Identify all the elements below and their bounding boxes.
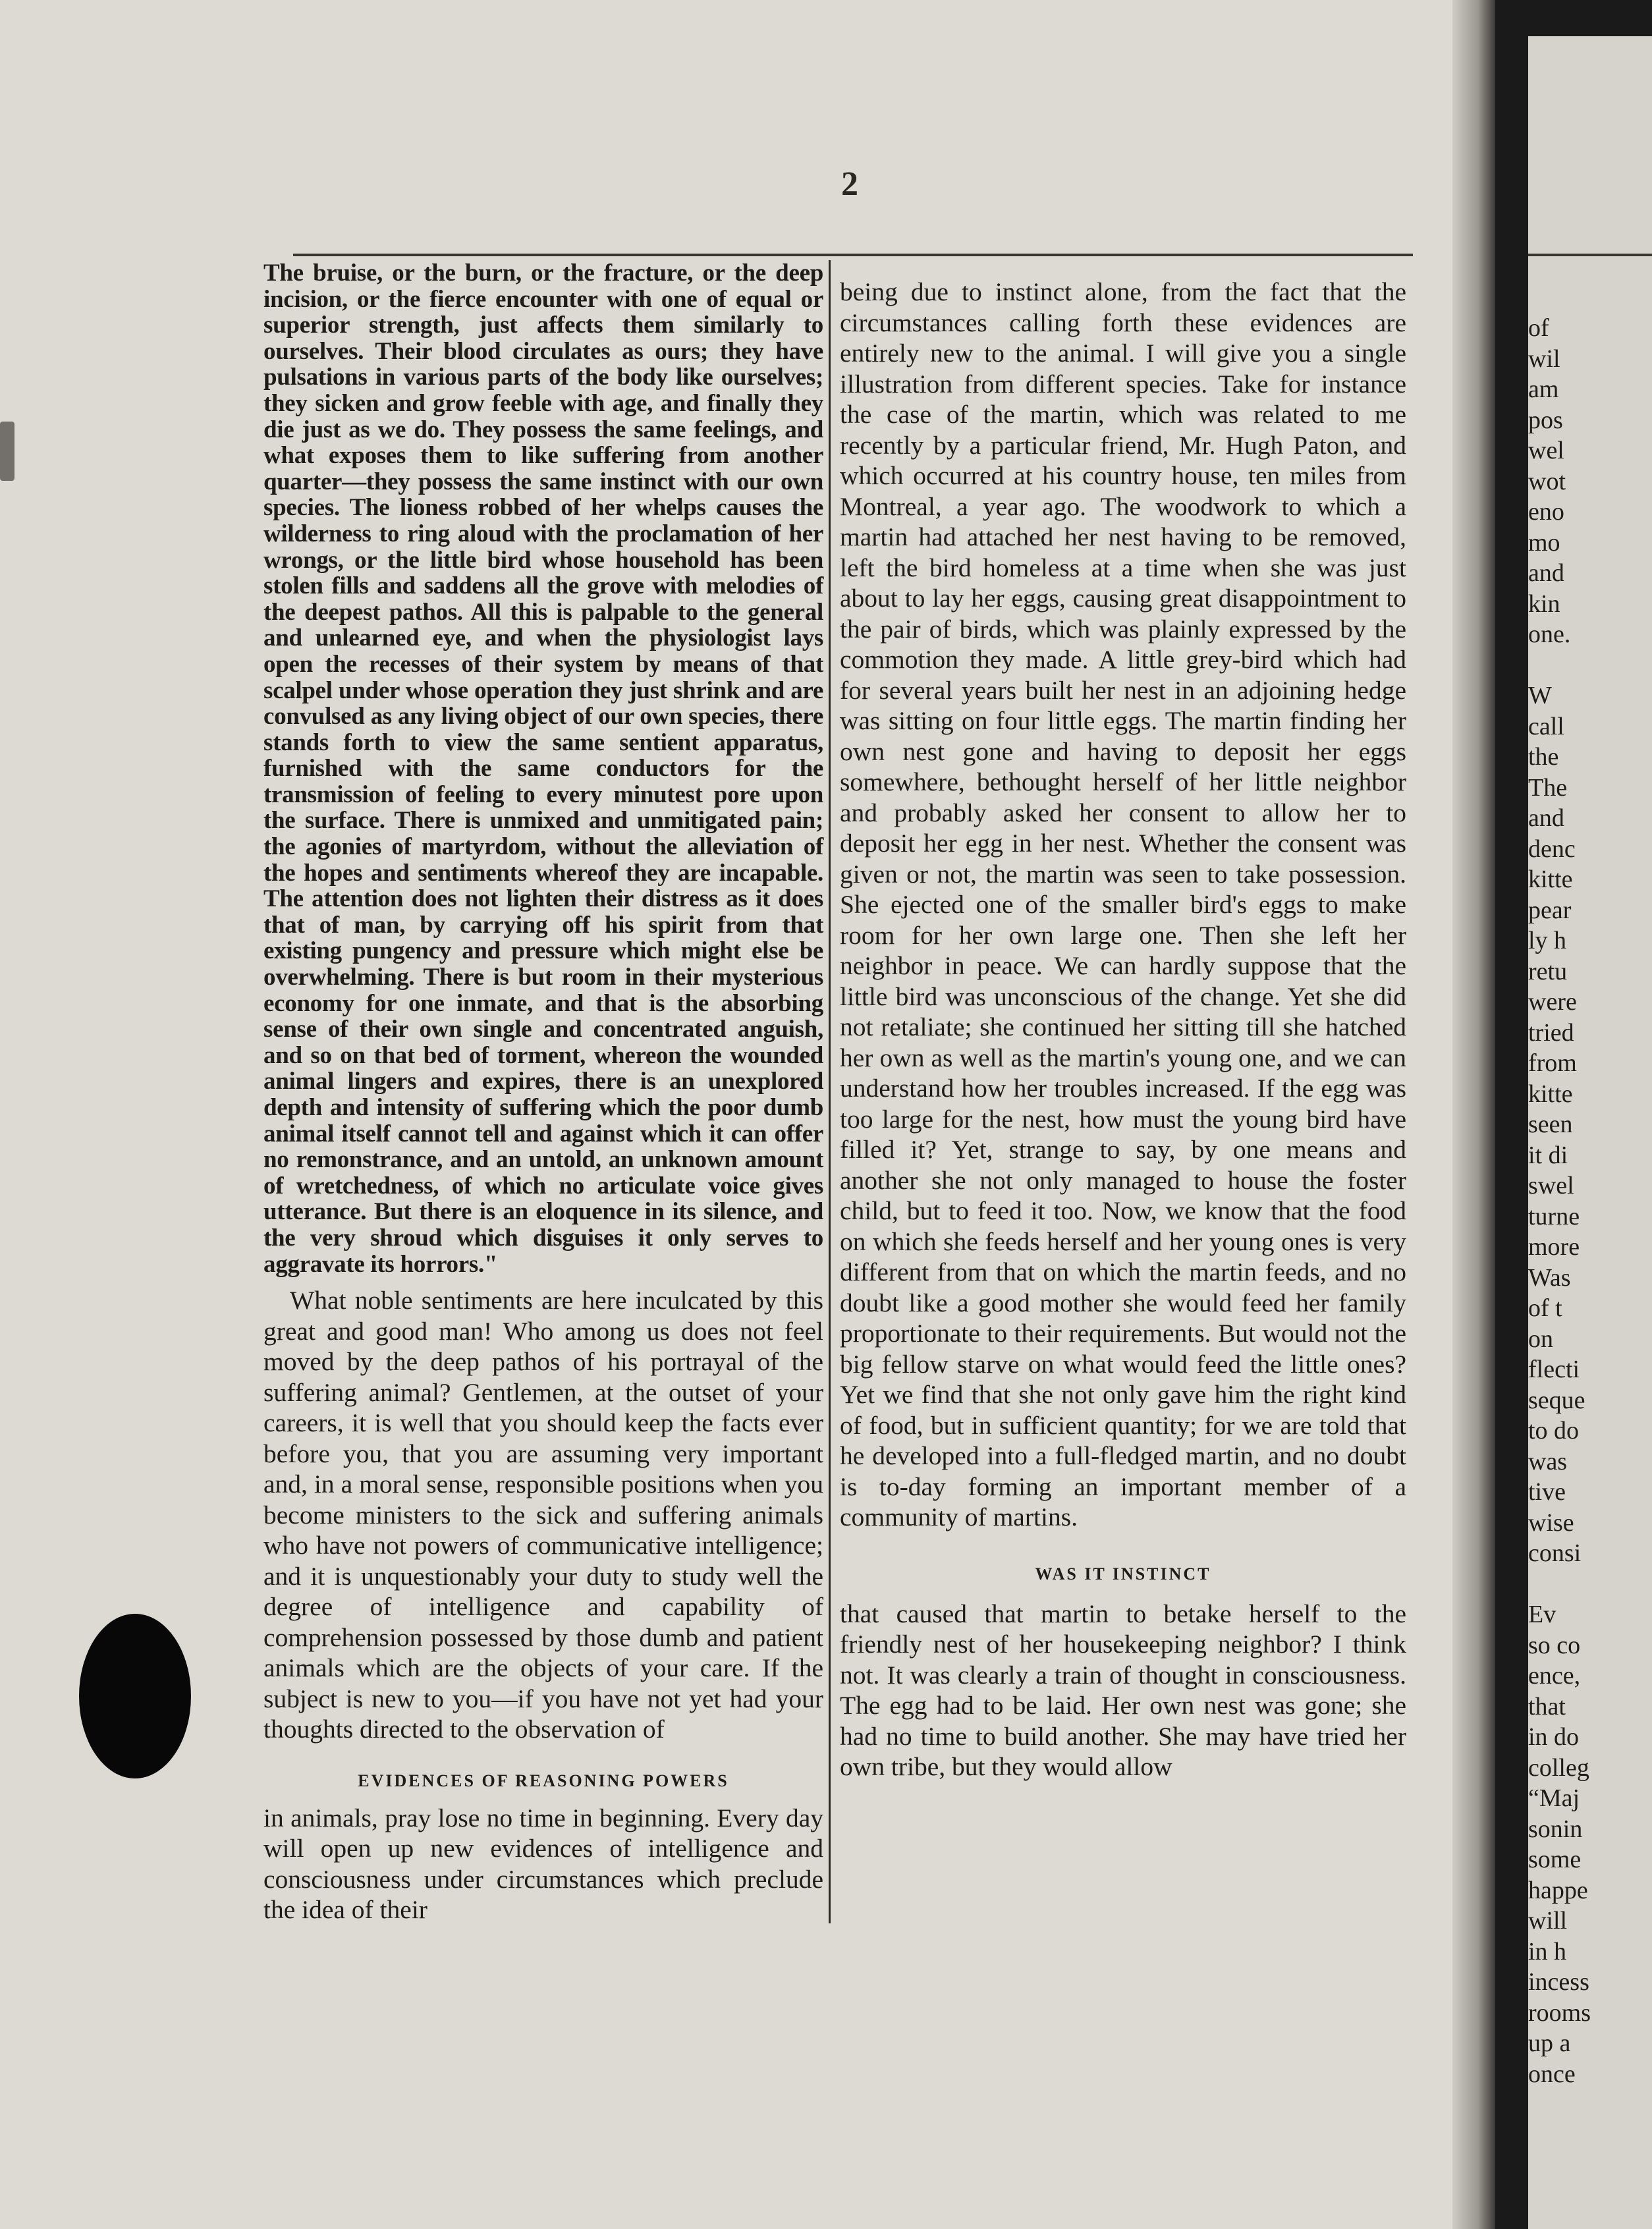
adjacent-line-fragment: tried <box>1528 1018 1574 1047</box>
adjacent-line-fragment: kitte <box>1528 866 1573 893</box>
adjacent-line-fragment: call <box>1528 712 1564 740</box>
adjacent-line-fragment: retu <box>1528 957 1568 985</box>
adjacent-line-fragment: was <box>1528 1447 1568 1475</box>
adjacent-line-fragment: up a <box>1528 2029 1571 2057</box>
adjacent-line-fragment: to do <box>1528 1417 1580 1445</box>
adjacent-line-fragment: seen <box>1528 1111 1573 1138</box>
page-gutter-shadow <box>1452 0 1495 2229</box>
adjacent-line-fragment: wot <box>1528 467 1566 495</box>
adjacent-line-fragment: wise <box>1528 1508 1574 1537</box>
quoted-passage: The bruise, or the burn, or the fracture, or the deep incision, or the fierce encounter with one of equal or superior strength, just affects them similarly to ourselves. Their blood circulates as ours; they have pulsations in various parts of the body like ourselves; they sicken and grow feeble with age, and finally they die just as we do. They possess the same feelings, and what exposes them to like suffering from another quarter—they possess the same instinct with our own species. The lioness robbed of her whelps causes the wilderness to ring aloud with the proclamation of her wrongs, or the little bird whose household has been stolen fills and saddens all the grove with melodies of the deepest pathos. All this is palpable to the general and unlearned eye, and when the physiologist lays open the recesses of their system by means of that scalpel under whose operation they just shrink and are convulsed as any living object of our own species, there stands forth to view the same sentient apparatus, furnished with the same conductors for the transmission of feeling to every minutest pore upon the surface. There is unmixed and unmitigated pain; the agonies of martyrdom, without the alleviation of the hopes and sentiments whereof they are incapable. The attention does not lighten their distress as it does that of man, by carrying off his spirit from that existing pungency and pressure which might else be overwhelming. There is but room in their mysterious economy for one inmate, and that is the absorbing sense of their own single and concentrated anguish, and so on that bed of torment, whereon the wounded animal lingers and expires, there is an unexplored depth and intensity of suffering which the poor dumb animal itself cannot tell and against which it can offer no remonstrance, and an untold, an unknown amount of wretchedness, of which no articulate voice gives utterance. But there is an eloquence in its silence, and the very shroud which disguises it only serves to aggravate its horrors." <box>263 260 823 1278</box>
adjacent-header-rule <box>1528 254 1652 256</box>
adjacent-line-fragment: “Maj <box>1528 1784 1580 1812</box>
adjacent-line-fragment: Was <box>1528 1263 1571 1292</box>
adjacent-line-fragment: on <box>1528 1325 1553 1353</box>
header-rule <box>293 254 1413 256</box>
paragraph-continuation: in animals, pray lose no time in beginning. Every day will open up new evidences of intelligence and consciousness under circumstances which preclude the idea of their <box>263 1803 823 1925</box>
adjacent-line-fragment: from <box>1528 1049 1577 1077</box>
edge-mark <box>0 422 14 481</box>
adjacent-page-text <box>1528 313 1652 2089</box>
adjacent-line-fragment: and <box>1528 804 1564 832</box>
adjacent-line-fragment: incess <box>1528 1968 1589 1996</box>
adjacent-line-fragment: kin <box>1528 590 1560 618</box>
adjacent-line-fragment: of t <box>1528 1294 1562 1322</box>
paragraph-continuation: that caused that martin to betake herself to the friendly nest of her housekeeping neighbor? I think not. It was clearly a train of thought in consciousness. The egg had to be laid. Her own nest was gone; she had no time to build another. She may have tried her own tribe, but they would allow <box>840 1599 1406 1781</box>
adjacent-line-fragment: once <box>1528 2060 1576 2088</box>
adjacent-line-fragment: happe <box>1528 1876 1588 1904</box>
adjacent-line-fragment: one. <box>1528 620 1571 648</box>
adjacent-line-fragment: denc <box>1528 835 1576 863</box>
adjacent-line-fragment: turne <box>1528 1202 1580 1230</box>
adjacent-line-fragment: so co <box>1528 1631 1581 1659</box>
adjacent-line-fragment: tive <box>1528 1478 1566 1506</box>
adjacent-line-fragment: W <box>1528 682 1552 709</box>
adjacent-line-fragment: kitte <box>1528 1080 1573 1108</box>
adjacent-line-fragment: consi <box>1528 1539 1582 1567</box>
section-subheading: WAS IT INSTINCT <box>1035 1564 1211 1583</box>
adjacent-line-fragment: The <box>1528 773 1568 802</box>
adjacent-line-fragment: in do <box>1528 1723 1580 1751</box>
adjacent-line-fragment: ence, <box>1528 1662 1581 1690</box>
ink-blot <box>79 1614 191 1778</box>
adjacent-line-fragment <box>1528 1569 1652 1600</box>
adjacent-line-fragment: it di <box>1528 1141 1568 1169</box>
adjacent-line-fragment: ly h <box>1528 927 1567 954</box>
adjacent-page <box>1528 36 1652 2229</box>
paragraph: being due to instinct alone, from the fact that the circumstances calling forth these evidences are entirely new to the animal. I will give you a single illustration from different species. Take for instance the case of the martin, which was related to me recently by a particular friend, Mr. Hugh Paton, and which occurred at his country house, ten miles from Montreal, a year ago. The woodwork to which a martin had attached her nest having to be removed, left the bird homeless at a time when she was just about to lay her eggs, causing great disappointment to the pair of birds, which was plainly expressed by the commotion they made. A little grey-bird which had for several years built her nest in an adjoining hedge was sitting on four little eggs. The martin finding her own nest gone and having to deposit her eggs somewhere, bethought herself of her little neighbor and probably asked her consent to allow her to deposit her egg in her nest. Whether the consent was given or not, the martin was seen to take possession. She ejected one of the smaller bird's eggs to make room for her own large one. Then she left her neighbor in peace. We can hardly suppose that the little bird was unconscious of the change. Yet she did not retaliate; she continued her sitting till she hatched her own as well as the martin's young one, and we can understand how her troubles increased. If the egg was too large for the nest, how must the young bird have filled it? Yet, strange to say, by one means and another she not only managed to house the foster child, but to feed it too. Now, we know that the food on which she feeds herself and her young ones is very different from that on which the martin feeds, and no doubt like a good mother she would feed her family proportionate to their requirements. But would not the big fellow starve on what would feed the little ones? Yet we find that she not only gave him the right kind of food, but in sufficient quantity; for we are told that he developed into a full-fledged martin, and no doubt is to-day forming an important member of a community of martins. <box>840 277 1406 1531</box>
adjacent-line-fragment: were <box>1528 988 1577 1016</box>
adjacent-line-fragment: more <box>1528 1233 1580 1261</box>
adjacent-line-fragment: flecti <box>1528 1356 1580 1383</box>
section-subheading: EVIDENCES OF REASONING POWERS <box>358 1771 729 1790</box>
adjacent-line-fragment: colleg <box>1528 1753 1589 1782</box>
adjacent-line-fragment: some <box>1528 1846 1582 1873</box>
adjacent-line-fragment: rooms <box>1528 1998 1591 2027</box>
adjacent-line-fragment: pos <box>1528 406 1563 434</box>
paragraph: What noble sentiments are here inculcated by this great and good man! Who among us does not feel moved by the deep pathos of his portrayal of the suffering animal? Gentlemen, at the outset of your careers, it is well that you should keep the facts ever before you, that you are assuming very important and, in a moral sense, responsible positions when you become ministers to the sick and suffering animals who have not powers of communicative intelligence; and it is unquestionably your duty to study well the degree of intelligence and capability of comprehension possessed by those dumb and patient animals which are the objects of your care. If the subject is new to you—if you have not yet had your thoughts directed to the observation of <box>263 1286 823 1744</box>
column-divider <box>829 260 831 1923</box>
right-column <box>840 277 1406 1782</box>
adjacent-line-fragment: am <box>1528 375 1559 403</box>
left-column <box>263 260 823 1925</box>
adjacent-line-fragment <box>1528 650 1652 681</box>
adjacent-line-fragment: pear <box>1528 896 1572 924</box>
adjacent-line-fragment: in h <box>1528 1937 1567 1966</box>
adjacent-line-fragment: mo <box>1528 528 1560 557</box>
adjacent-line-fragment: the <box>1528 743 1559 771</box>
adjacent-line-fragment: sonin <box>1528 1815 1583 1843</box>
adjacent-line-fragment: will <box>1528 1907 1568 1935</box>
adjacent-line-fragment: of <box>1528 314 1549 342</box>
page-number: 2 <box>841 165 858 203</box>
adjacent-line-fragment: seque <box>1528 1386 1585 1414</box>
adjacent-line-fragment: wel <box>1528 437 1564 464</box>
adjacent-line-fragment: that <box>1528 1692 1566 1720</box>
adjacent-line-fragment: wil <box>1528 344 1560 373</box>
adjacent-line-fragment: eno <box>1528 498 1564 526</box>
adjacent-line-fragment: and <box>1528 559 1564 587</box>
adjacent-line-fragment: Ev <box>1528 1601 1556 1628</box>
adjacent-line-fragment: swel <box>1528 1172 1574 1199</box>
